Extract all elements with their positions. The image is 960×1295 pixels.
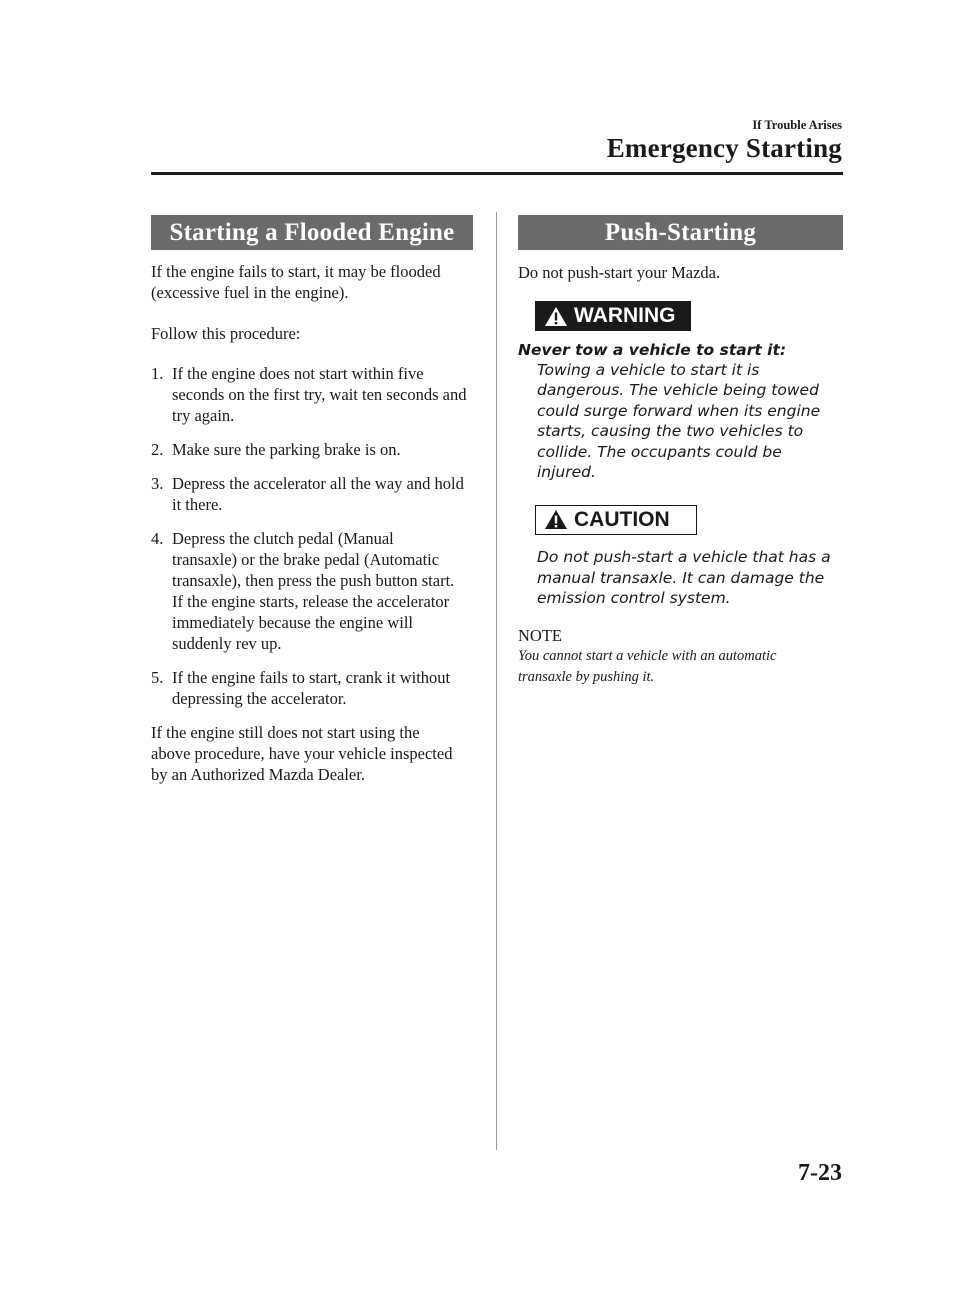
list-item [151,363,473,426]
step-number: 5. [151,668,164,687]
note-label: NOTE [518,625,562,645]
push-intro: Do not push-start your Mazda. [518,263,721,282]
step-text: Depress the accelerator all the way and hold it there. [172,474,464,514]
procedure-lead: Follow this procedure: [151,324,301,343]
step-text: Depress the clutch pedal (Manual transaxle) or the brake pedal (Automatic transaxle), then press the push button start. If the engine starts, release the accelerator immediately because the engine will suddenly rev up. [172,529,455,653]
step-number: 1. [151,364,164,383]
list-item [151,667,473,709]
procedure-steps [151,363,473,709]
note-text: You cannot start a vehicle with an automatic transaxle by pushing it. [518,647,777,685]
flooded-intro: If the engine fails to start, it may be flooded (excessive fuel in the engine). [151,262,441,302]
step-number: 3. [151,474,164,493]
left-column [151,215,473,785]
warning-triangle-icon [544,306,568,327]
chapter-title: If Trouble Arises [752,118,842,132]
list-item [151,528,473,654]
caution-body: Do not push-start a vehicle that has a manual transaxle. It can damage the emission control system. [537,548,831,607]
header-rule [151,172,843,175]
flooded-engine-heading: Starting a Flooded Engine [151,215,473,250]
caution-badge [535,505,697,535]
list-item [151,473,473,515]
step-text: Make sure the parking brake is on. [172,440,401,459]
warning-triangle-icon [544,509,568,530]
warning-label: WARNING [574,304,676,327]
caution-label: CAUTION [574,507,670,531]
flooded-closing: If the engine still does not start using the above procedure, have your vehicle inspected by an Authorized Mazda Dealer. [151,723,453,784]
warning-badge [535,301,691,331]
step-text: If the engine fails to start, crank it without depressing the accelerator. [172,668,451,708]
push-starting-heading: Push-Starting [518,215,843,250]
list-item [151,439,473,460]
step-text: If the engine does not start within five seconds on the first try, wait ten seconds and try again. [172,364,467,425]
warning-heading: Never tow a vehicle to start it: [518,340,787,359]
column-divider [496,212,497,1150]
step-number: 4. [151,529,164,548]
right-column [518,215,843,688]
step-number: 2. [151,440,164,459]
section-title: Emergency Starting [606,133,842,163]
warning-body: Towing a vehicle to start it is dangerous. The vehicle being towed could surge forward when its engine starts, causing the two vehicles to collide. The occupants could be injured. [537,360,821,481]
page-number: 7-23 [798,1160,842,1186]
